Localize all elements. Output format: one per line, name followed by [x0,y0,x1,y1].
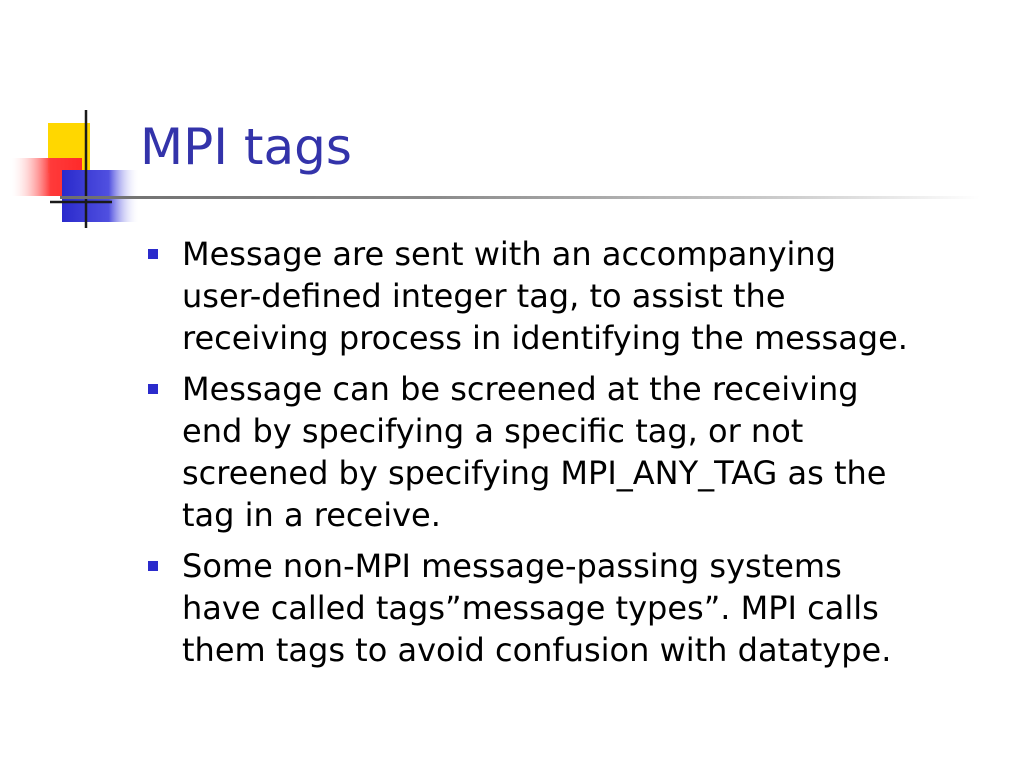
bullet-text-line: Message can be screened at the receiving [182,370,859,408]
bullet-text-line: Some non-MPI message-passing systems [182,547,842,585]
bullet-item [145,368,995,536]
bullet-text-line: have called tags”message types”. MPI calls [182,589,879,627]
square-bullet-icon [148,384,158,394]
bullet-item [145,545,995,671]
bullet-text-line: end by specifying a specific tag, or not [182,412,804,450]
bullet-text-line: Message are sent with an accompanying [182,235,836,273]
bullet-item [145,233,995,359]
square-bullet-icon [148,561,158,571]
square-bullet-icon [148,249,158,259]
bullet-text-line: screened by specifying MPI_ANY_TAG as the [182,454,887,492]
bullet-list [145,233,995,680]
bullet-text-line: user-defined integer tag, to assist the [182,277,786,315]
title-divider [60,196,980,199]
decorative-logo-icon [0,100,150,240]
bullet-text-line: them tags to avoid confusion with datatype. [182,631,892,669]
slide-title: MPI tags [140,118,352,176]
bullet-text-line: tag in a receive. [182,496,441,534]
bullet-text-line: receiving process in identifying the message. [182,319,908,357]
